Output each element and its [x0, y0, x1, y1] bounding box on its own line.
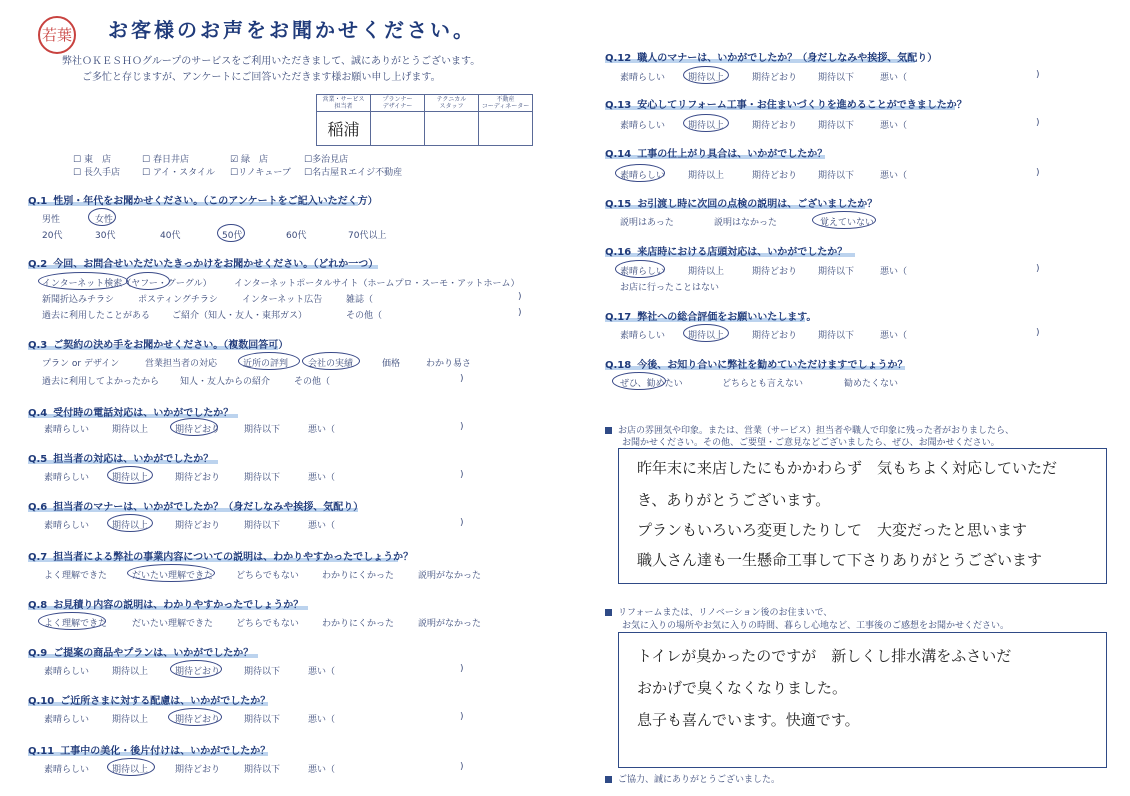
q16-excellent[interactable]: 素晴らしい — [620, 267, 666, 277]
q1-age-50s[interactable]: 50代 — [222, 231, 243, 241]
q13-above[interactable]: 期待以上 — [688, 121, 725, 131]
q8-no-explanation[interactable]: 説明がなかった — [418, 619, 482, 629]
q12-answer-circle — [683, 66, 729, 84]
q11-as-expected[interactable]: 期待どおり — [175, 765, 221, 775]
q14-excellent[interactable]: 素晴らしい — [620, 171, 666, 181]
q2-yahoo-circle — [126, 272, 170, 290]
q11-question: Q.11 工事中の美化・後片付けは、いかがでしたか？ — [28, 746, 271, 757]
q12-excellent[interactable]: 素晴らしい — [620, 73, 666, 83]
q15-answer-circle — [812, 211, 876, 229]
q7-no-explanation[interactable]: 説明がなかった — [418, 571, 482, 581]
q10-excellent[interactable]: 素晴らしい — [44, 715, 90, 725]
q18-neutral[interactable]: どちらとも言えない — [722, 379, 804, 389]
q6-answer-circle — [107, 514, 153, 532]
q3-plan-design[interactable]: プラン or デザイン — [42, 359, 120, 369]
q10-bad-close: ) — [460, 712, 464, 722]
staff-table — [316, 94, 533, 146]
comment1-box[interactable] — [618, 448, 1107, 584]
q10-above[interactable]: 期待以上 — [112, 715, 149, 725]
q16-never-visited[interactable]: お店に行ったことはない — [620, 283, 720, 293]
q2-past-use[interactable]: 過去に利用したことがある — [42, 311, 151, 321]
q6-as-expected[interactable]: 期待どおり — [175, 521, 221, 531]
store-checkbox-tajimi[interactable]: ☐多治見店 — [304, 155, 349, 165]
q16-bad-close: ) — [1036, 264, 1040, 274]
q5-answer-circle — [107, 466, 153, 484]
q12-below[interactable]: 期待以下 — [818, 73, 855, 83]
comment1-line-2: き、ありがとうございます。 — [637, 491, 831, 509]
q14-bad[interactable]: 悪い（ — [880, 171, 908, 181]
q11-below[interactable]: 期待以下 — [244, 765, 281, 775]
q15-question: Q.15 お引渡し時に次回の点検の説明は、ございましたか？ — [605, 199, 878, 210]
q2-question: Q.2 今回、お問合せいただいたきっかけをお聞かせください。（どれか一つ） — [28, 259, 379, 270]
q17-above[interactable]: 期待以上 — [688, 331, 725, 341]
staff-header-technical: テクニカル スタッフ — [425, 95, 479, 112]
comment1-line-4: 職人さん達も一生懸命工事して下さりありがとうございます — [637, 551, 1043, 569]
comment2-line-3: 息子も喜んでいます。快適です。 — [637, 711, 860, 729]
q1-age-40s[interactable]: 40代 — [160, 231, 181, 241]
q16-above[interactable]: 期待以上 — [688, 267, 725, 277]
q13-bad[interactable]: 悪い（ — [880, 121, 908, 131]
q1-gender-male[interactable]: 男性 — [42, 215, 61, 225]
q1-age-20s[interactable]: 20代 — [42, 231, 63, 241]
q2-magazine[interactable]: 雑誌（ — [346, 295, 374, 305]
q1-age-30s[interactable]: 30代 — [95, 231, 116, 241]
q8-neither[interactable]: どちらでもない — [236, 619, 299, 629]
q17-bad-close: ) — [1036, 328, 1040, 338]
q5-bad[interactable]: 悪い（ — [308, 473, 336, 483]
q16-as-expected[interactable]: 期待どおり — [752, 267, 798, 277]
intro-line-2: ご多忙と存じますが、アンケートにご回答いただきます様お願い申し上げます。 — [82, 72, 441, 83]
q3-question: Q.3 ご契約の決め手をお聞かせください。（複数回答可） — [28, 340, 289, 351]
q2-portal-site[interactable]: インターネットポータルサイト（ホームプロ・スーモ・アットホーム） — [234, 279, 520, 289]
q4-answer-circle — [170, 418, 221, 436]
q7-mostly-understood[interactable]: だいたい理解できた — [132, 571, 214, 581]
q7-neither[interactable]: どちらでもない — [236, 571, 299, 581]
q18-recommend[interactable]: ぜひ、勧めたい — [620, 379, 683, 389]
q3-record-circle — [302, 352, 360, 370]
q13-answer-circle — [683, 114, 729, 132]
q2-search-circle — [38, 272, 128, 290]
q8-question: Q.8 お見積り内容の説明は、わかりやすかったでしょうか？ — [28, 600, 304, 611]
q13-bad-close: ) — [1036, 118, 1040, 128]
q9-below[interactable]: 期待以下 — [244, 667, 281, 677]
q2-newspaper-flyer[interactable]: 新聞折込みチラシ — [42, 295, 115, 305]
q17-question: Q.17 弊社への総合評価をお願いいたします。 — [605, 312, 817, 323]
q5-below[interactable]: 期待以下 — [244, 473, 281, 483]
q3-neighborhood-reputation[interactable]: 近所の評判 — [243, 359, 289, 369]
q15-not-explained[interactable]: 説明はなかった — [714, 218, 778, 228]
q5-bad-close: ) — [460, 470, 464, 480]
footer-thanks: ご協力、誠にありがとうございました。 — [605, 772, 780, 785]
comment1-line-3: プランもいろいろ変更したりして 大変だったと思います — [637, 521, 1028, 539]
q16-question: Q.16 来店時における店頭対応は、いかがでしたか？ — [605, 247, 848, 258]
intro-line-1: 弊社ＯＫＥＳＨＯグループのサービスをご利用いただきまして、誠にありがとうございます。 — [62, 56, 481, 67]
q3-other-close: ) — [460, 374, 464, 384]
q3-acquaintance-referral[interactable]: 知人・友人からの紹介 — [180, 377, 271, 387]
q3-other[interactable]: その他（ — [294, 377, 331, 387]
comment2-line-1: トイレが臭かったのですが 新しくし排水溝をふさいだ — [637, 647, 1012, 665]
q4-as-expected[interactable]: 期待どおり — [175, 425, 221, 435]
q2-other-close: ) — [518, 308, 522, 318]
q12-above[interactable]: 期待以上 — [688, 73, 725, 83]
q2-posting-flyer[interactable]: ポスティングチラシ — [138, 295, 218, 305]
q16-bad[interactable]: 悪い（ — [880, 267, 908, 277]
q6-below[interactable]: 期待以下 — [244, 521, 281, 531]
page-title: お客様のお声をお聞かせください。 — [108, 18, 476, 42]
q11-answer-circle — [107, 758, 155, 776]
q5-as-expected[interactable]: 期待どおり — [175, 473, 221, 483]
q14-as-expected[interactable]: 期待どおり — [752, 171, 798, 181]
q1-gender-female[interactable]: 女性 — [95, 215, 114, 225]
q7-answer-circle — [127, 564, 215, 582]
comment2-prompt-1: リフォームまたは、リノベーション後のお住まいで、 — [605, 605, 832, 618]
q13-excellent[interactable]: 素晴らしい — [620, 121, 666, 131]
q12-question: Q.12 職人のマナーは、いかがでしたか？（身だしなみや挨拶、気配り） — [605, 53, 938, 64]
q10-question: Q.10 ご近所さまに対する配慮は、いかがでしたか？ — [28, 696, 271, 707]
staff-value-technical[interactable] — [425, 112, 479, 146]
q12-bad-close: ) — [1036, 70, 1040, 80]
q7-understood-well[interactable]: よく理解できた — [44, 571, 108, 581]
q9-question: Q.9 ご提案の商品やプランは、いかがでしたか？ — [28, 648, 254, 659]
q11-excellent[interactable]: 素晴らしい — [44, 765, 90, 775]
q6-question: Q.6 担当者のマナーは、いかがでしたか？（身だしなみや挨拶、気配り） — [28, 502, 364, 513]
q8-answer-circle — [38, 612, 106, 630]
q13-below[interactable]: 期待以下 — [818, 121, 855, 131]
q9-bad-close: ) — [460, 664, 464, 674]
q10-below[interactable]: 期待以下 — [244, 715, 281, 725]
q2-internet-ad[interactable]: インターネット広告 — [242, 295, 323, 305]
store-checkbox-nagakute[interactable]: ☐ 長久手店 — [73, 168, 120, 178]
q11-above[interactable]: 期待以上 — [112, 765, 149, 775]
q10-answer-circle — [168, 708, 222, 726]
q1-female-circle — [88, 208, 116, 226]
q1-50s-circle — [217, 224, 245, 242]
staff-value-realestate[interactable] — [479, 112, 533, 146]
q1-age-60s[interactable]: 60代 — [286, 231, 307, 241]
q17-below[interactable]: 期待以下 — [818, 331, 855, 341]
q7-question: Q.7 担当者による弊社の事業内容についての説明は、わかりやすかったでしょうか？ — [28, 552, 414, 563]
q17-excellent[interactable]: 素晴らしい — [620, 331, 666, 341]
q18-answer-circle — [612, 372, 666, 390]
q6-bad[interactable]: 悪い（ — [308, 521, 336, 531]
q14-bad-close: ) — [1036, 168, 1040, 178]
staff-value-planner[interactable] — [371, 112, 425, 146]
q1-question: Q.1 性別・年代をお聞かせください。（このアンケートをご記入いただく方） — [28, 196, 378, 207]
store-checkbox-kasugai[interactable]: ☐ 春日井店 — [142, 155, 189, 165]
q11-bad[interactable]: 悪い（ — [308, 765, 336, 775]
q5-above[interactable]: 期待以上 — [112, 473, 149, 483]
q14-above[interactable]: 期待以上 — [688, 171, 725, 181]
q3-sales-response[interactable]: 営業担当者の対応 — [145, 359, 218, 369]
q5-question: Q.5 担当者の対応は、いかがでしたか？ — [28, 454, 214, 465]
q3-price[interactable]: 価格 — [382, 359, 401, 369]
q2-internet-search[interactable]: インターネット検索（ヤフー・グーグル） — [42, 279, 212, 289]
q17-as-expected[interactable]: 期待どおり — [752, 331, 798, 341]
q3-past-good[interactable]: 過去に利用してよかったから — [42, 377, 160, 387]
q3-company-record[interactable]: 会社の実績 — [308, 359, 354, 369]
q8-understood-well[interactable]: よく理解できた — [44, 619, 108, 629]
q6-excellent[interactable]: 素晴らしい — [44, 521, 90, 531]
q13-as-expected[interactable]: 期待どおり — [752, 121, 798, 131]
comment2-prompt-2: お気に入りの場所やお気に入りの時間、暮らし心地など、工事後のご感想をお聞かせください。 — [622, 621, 1010, 631]
q12-bad[interactable]: 悪い（ — [880, 73, 908, 83]
q9-excellent[interactable]: 素晴らしい — [44, 667, 90, 677]
q12-as-expected[interactable]: 期待どおり — [752, 73, 798, 83]
q14-answer-circle — [615, 164, 665, 182]
q4-excellent[interactable]: 素晴らしい — [44, 425, 90, 435]
q6-above[interactable]: 期待以上 — [112, 521, 149, 531]
q16-below[interactable]: 期待以下 — [818, 267, 855, 277]
comment1-prompt-1: お店の雰囲気や印象。または、営業（サービス）担当者や職人で印象に残った者がおりましたら、 — [605, 423, 1014, 436]
q4-bad[interactable]: 悪い（ — [308, 425, 336, 435]
q3-reputation-circle — [238, 352, 300, 370]
q9-bad[interactable]: 悪い（ — [308, 667, 336, 677]
q2-other[interactable]: その他（ — [346, 311, 383, 321]
q5-excellent[interactable]: 素晴らしい — [44, 473, 90, 483]
store-checkbox-istyle[interactable]: ☐ アイ・スタイル — [142, 168, 215, 178]
comment2-box[interactable] — [618, 632, 1107, 768]
seal-stamp: 若葉 — [38, 16, 76, 54]
comment1-prompt-2: お聞かせください。その他、ご要望・ご意見などございましたら、ぜひ、お聞かせください。 — [622, 438, 1000, 448]
q14-question: Q.14 工事の仕上がり具合は、いかがでしたか？ — [605, 149, 828, 160]
q14-below[interactable]: 期待以下 — [818, 171, 855, 181]
store-checkbox-midori[interactable]: ☑ 緑 店 — [230, 155, 268, 165]
q9-as-expected[interactable]: 期待どおり — [175, 667, 221, 677]
q2-referral[interactable]: ご紹介（知人・友人・東邦ガス） — [172, 311, 308, 321]
q13-question: Q.13 安心してリフォーム工事・お住まいづくりを進めることができましたか？ — [605, 100, 967, 111]
q7-hard[interactable]: わかりにくかった — [322, 571, 395, 581]
q4-above[interactable]: 期待以上 — [112, 425, 149, 435]
staff-value-sales[interactable]: 稲浦 — [317, 112, 371, 146]
store-checkbox-nagoya-r-age[interactable]: ☐名古屋Ｒエイジ不動産 — [304, 168, 403, 178]
q10-as-expected[interactable]: 期待どおり — [175, 715, 221, 725]
store-checkbox-renocube[interactable]: ☐リノキューブ — [230, 168, 291, 178]
q4-question: Q.4 受付時の電話対応は、いかがでしたか？ — [28, 408, 234, 419]
q1-age-70plus[interactable]: 70代以上 — [348, 231, 387, 241]
q18-not-recommend[interactable]: 勧めたくない — [844, 379, 899, 389]
staff-header-planner: プランナー デザイナー — [371, 95, 425, 112]
q16-answer-circle — [615, 260, 665, 278]
staff-header-sales: 営業・サービス 担当者 — [317, 95, 371, 112]
q17-answer-circle — [683, 324, 729, 342]
staff-header-realestate: 不動産 コーディネーター — [479, 95, 533, 112]
q9-above[interactable]: 期待以上 — [112, 667, 149, 677]
comment2-line-2: おかげで臭くなくなりました。 — [637, 679, 848, 697]
q15-explained[interactable]: 説明はあった — [620, 218, 674, 228]
q3-clarity[interactable]: わかり易さ — [426, 359, 472, 369]
q17-bad[interactable]: 悪い（ — [880, 331, 908, 341]
q4-bad-close: ) — [460, 422, 464, 432]
comment1-line-1: 昨年末に来店したにもかかわらず 気もちよく対応していただ — [637, 459, 1058, 477]
q8-mostly-understood[interactable]: だいたい理解できた — [132, 619, 214, 629]
q10-bad[interactable]: 悪い（ — [308, 715, 336, 725]
q6-bad-close: ) — [460, 518, 464, 528]
q15-dont-remember[interactable]: 覚えていない — [820, 218, 875, 228]
q9-answer-circle — [170, 660, 222, 678]
q11-bad-close: ) — [460, 762, 464, 772]
q4-below[interactable]: 期待以下 — [244, 425, 281, 435]
q18-question: Q.18 今後、お知り合いに弊社を勧めていただけますでしょうか？ — [605, 360, 908, 371]
q8-hard[interactable]: わかりにくかった — [322, 619, 395, 629]
q2-magazine-close: ) — [518, 292, 522, 302]
store-checkbox-higashi[interactable]: ☐ 東 店 — [73, 155, 111, 165]
